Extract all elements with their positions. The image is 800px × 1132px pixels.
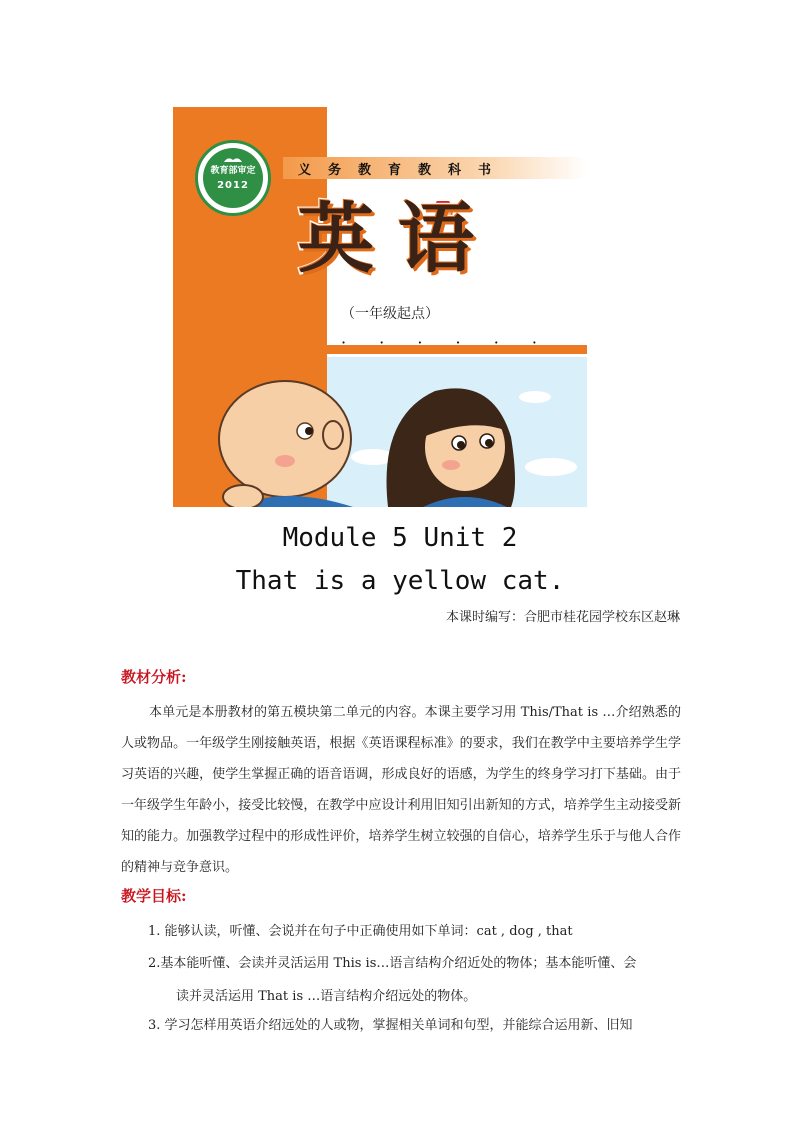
goal-item-3: 3. 学习怎样用英语介绍远处的人或物，掌握相关单词和句型，并能综合运用新、旧知 <box>148 1018 633 1033</box>
cover-grade: （一年级起点） <box>341 306 439 322</box>
cover-title: 英语 <box>298 194 498 283</box>
lesson-author: 本课时编写：合肥市桂花园学校东区赵琳 <box>445 610 680 625</box>
cover-dots: · · · · · · <box>341 333 551 352</box>
seal-text: 教育部审定 <box>210 166 256 176</box>
cartoon-children-illustration <box>173 357 587 507</box>
analysis-paragraph: 本单元是本册教材的第五模块第二单元的内容。本课主要学习用 This/That is …介绍熟悉的人或物品。一年级学生刚接触英语，根据《英语课程标准》的要求，我们在教学中主要培养学生学习英语的兴趣，使学生掌握正确的语音语调，形成良好的语感，为学生的终身学习打下基础。由于一年级学生年龄小，接受比较慢，在教学中应设计利用旧知引出新知的方式，培养学生主动接受新知的能力。加强教学过程中的形成性评价，培养学生树立较强的自信心，培养学生乐于与他人合作的精神与竞争意识。 <box>121 705 681 875</box>
lesson-subtitle: That is a yellow cat. <box>235 566 565 596</box>
goal-item-1: 1. 能够认读，听懂、会说并在句子中正确使用如下单词：cat , dog , that <box>148 924 573 939</box>
series-title: 义务教育教科书 <box>298 163 509 178</box>
seal-inner-disc <box>203 148 263 208</box>
ministry-approval-seal <box>195 140 271 216</box>
analysis-heading: 教材分析: <box>121 668 187 686</box>
goal-item-2-continued: 读并灵活运用 That is …语言结构介绍远处的物体。 <box>176 989 477 1004</box>
lesson-module-title: Module 5 Unit 2 <box>282 523 518 553</box>
open-book-icon <box>223 154 243 163</box>
goals-heading: 教学目标: <box>121 887 187 905</box>
seal-year: 2012 <box>217 180 249 191</box>
textbook-cover <box>173 107 587 507</box>
goal-item-2: 2.基本能听懂、会读并灵活运用 This is…语言结构介绍近处的物体；基本能听懂、会 <box>148 956 637 971</box>
